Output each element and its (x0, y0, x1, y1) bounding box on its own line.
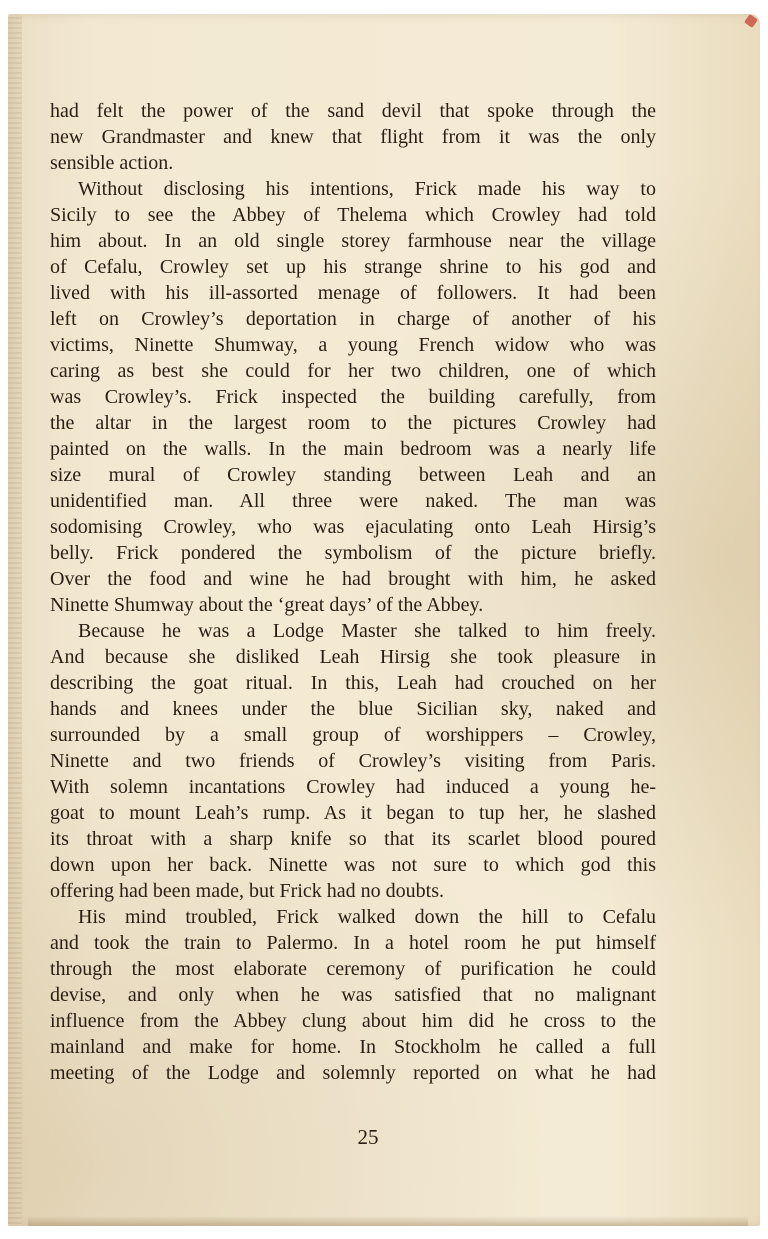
text-line: devise, and only when he was satisfied that no malignant (50, 984, 656, 1006)
text-line: was Crowley’s. Frick inspected the building carefully, from (50, 386, 656, 408)
text-line: and took the train to Palermo. In a hotel room he put himself (50, 932, 656, 954)
text-line: goat to mount Leah’s rump. As it began to tup her, he slashed (50, 802, 656, 824)
text-line: him about. In an old single storey farmhouse near the village (50, 230, 656, 252)
text-line: sensible action. (50, 152, 174, 174)
paragraph (50, 618, 656, 904)
text-line: had felt the power of the sand devil that spoke through the (50, 100, 656, 122)
text-line: His mind troubled, Frick walked down the hill to Cefalu (78, 906, 656, 928)
text-line: sodomising Crowley, who was ejaculating onto Leah Hirsig’s (50, 516, 656, 538)
text-line: influence from the Abbey clung about him did he cross to the (50, 1010, 656, 1032)
text-line: down upon her back. Ninette was not sure to which god this (50, 854, 656, 876)
body-text (50, 98, 656, 1086)
text-line: Ninette and two friends of Crowley’s visiting from Paris. (50, 750, 656, 772)
text-line: meeting of the Lodge and solemnly reported on what he had (50, 1062, 656, 1084)
text-line: victims, Ninette Shumway, a young French widow who was (50, 334, 656, 356)
text-line: Because he was a Lodge Master she talked to him freely. (78, 620, 656, 642)
text-line: Over the food and wine he had brought with him, he asked (50, 568, 656, 590)
paragraph (50, 176, 656, 618)
text-line: of Cefalu, Crowley set up his strange shrine to his god and (50, 256, 656, 278)
text-line: through the most elaborate ceremony of purification he could (50, 958, 656, 980)
text-line: unidentified man. All three were naked. The man was (50, 490, 656, 512)
text-line: With solemn incantations Crowley had induced a young he- (50, 776, 656, 798)
text-line: describing the goat ritual. In this, Leah had crouched on her (50, 672, 656, 694)
page-bottom-edge (28, 1216, 748, 1226)
paragraph (50, 904, 656, 1086)
text-line: Sicily to see the Abbey of Thelema which Crowley had told (50, 204, 656, 226)
text-line: painted on the walls. In the main bedroom was a nearly life (50, 438, 656, 460)
text-line: lived with his ill-assorted menage of followers. It had been (50, 282, 656, 304)
page-number: 25 (357, 1125, 379, 1149)
paragraph (50, 98, 656, 176)
corner-mark (744, 14, 758, 28)
text-line: offering had been made, but Frick had no doubts. (50, 880, 444, 902)
text-line: caring as best she could for her two children, one of which (50, 360, 656, 382)
text-line: belly. Frick pondered the symbolism of the picture briefly. (50, 542, 656, 564)
text-line: mainland and make for home. In Stockholm he called a full (50, 1036, 656, 1058)
text-line: its throat with a sharp knife so that its scarlet blood poured (50, 828, 656, 850)
text-line: size mural of Crowley standing between Leah and an (50, 464, 656, 486)
text-line: new Grandmaster and knew that flight from it was the only (50, 126, 656, 148)
text-line: surrounded by a small group of worshippers – Crowley, (50, 724, 656, 746)
text-line: And because she disliked Leah Hirsig she took pleasure in (50, 646, 656, 668)
text-line: hands and knees under the blue Sicilian sky, naked and (50, 698, 656, 720)
text-line: Without disclosing his intentions, Frick made his way to (78, 178, 656, 200)
text-line: the altar in the largest room to the pictures Crowley had (50, 412, 656, 434)
text-line: Ninette Shumway about the ‘great days’ of the Abbey. (50, 594, 484, 616)
page-spine-edge (8, 14, 22, 1226)
text-line: left on Crowley’s deportation in charge of another of his (50, 308, 656, 330)
